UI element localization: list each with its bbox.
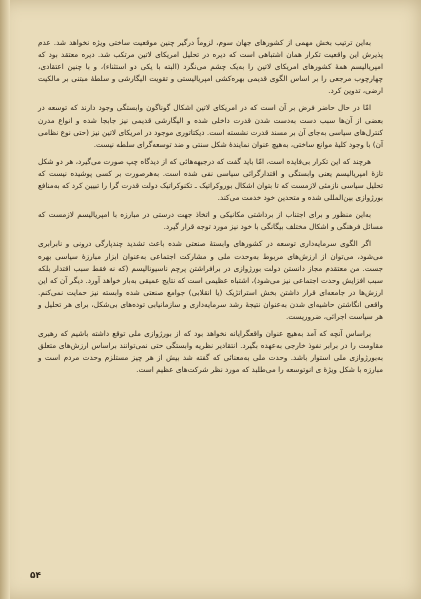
body-text: [38, 37, 383, 381]
page-binding-edge: [0, 0, 10, 599]
paragraph: امّا در حال حاضر فرض بر آن است که در امریکای لاتین اشکال گوناگون وابستگی وجود دارند که توسعه در بعضی از آن‌ها سبب دست به‌دست شدن قدرت داخلی شده و الیگارشی قدیمی نیز جابجا شده و انواع مدرن کنترل‌های سیاسی به‌جای آن بر مسند قدرت نشسته است. دیکتاتوری موجود در امریکای لاتین نیز (حتی نوع نظامی آن) با وجود کلیهٔ موانع ساختی، به‌هیچ عنوان نمایندهٔ شکل سنتی و ضد توسعه‌گرای سلطه نیست.: [38, 103, 383, 149]
paragraph: به‌این منظور و برای اجتناب از برداشتی مکانیکی و اتخاذ جهت درستی در مبارزه با امپریالیسم لازمست که مسائل فرهنگی و اشکال مختلف بیگانگی با خود نیز مورد توجه قرار گیرد.: [38, 210, 383, 232]
paragraph: براساس آنچه که آمد به‌هیچ عنوان واقعگرایانه نخواهد بود که از بورژوازی ملی توقع داشته باشیم که رهبری مقاومت را در برابر نفوذ خارجی به‌عهده بگیرد. انتقادیر نظریه وابستگی حتی نمی‌توانند براساس ارزش‌های متعلق به‌بورژوازی ملی استوار باشد. وحدت ملی به‌معنائی که گفته شد بیش از هر چیز مستلزم وحدت مردم است و مبارزه با شکل ویژهٔ ی انوتوسعه را می‌طلبد که مورد نظر شرکت‌های عظیم است.: [38, 329, 383, 375]
paragraph: هرچند که این تکرار بی‌فایده است، امّا باید گفت که درجبهه‌هائی که از دیدگاه چپ صورت می‌گیرد، هر دو شکل تازهٔ امپریالیسم یعنی وابستگی و اقتدارگرائی سیاسی نفی شده است. به‌هرصورت بر کسی پوشیده نیست که تحلیل سیاسی نازمئی لازمست که تا بتوان اشکال بوروکراتیک ـ تکنوکراتیک دولت قدرت گرا را تبیین کرد که به‌منافع بورژوازی بین‌المللی شده و متحدین خود خدمت می‌کند.: [38, 156, 383, 203]
paragraph: به‌این ترتیب بخش مهمی از کشورهای جهان سوم، لزوماً درگیر چنین موقعیت ساختی ویژه نخواهد شد. عدم پذیرش این واقعیت تکرار همان اشتباهی است که دیره در تحلیل امریکای لاتین مرتکب شد. دیره معتقد بود که امپریالیسم همهٔ کشورهای امریکای لاتین را به‌یک چشم می‌نگرد (البته با یکی دو استثناء)، و با چنین اعتقادی، چهارچوب مرجعی را بر اساس الگوی قدیمی بهره‌کشی امپریالیستی و تقویت الیگارشی و سلطهٔ مبتنی بر مالکیت ارضی، تدوین کرد.: [38, 38, 383, 96]
page-number: ۵۴: [30, 571, 41, 581]
paragraph: اگر الگوی سرمایه‌داری توسعه در کشورهای وابستهٔ صنعتی شده باعث تشدید چندپارگی درونی و نابرابری می‌شود، می‌توان از ارزش‌های مربوط به‌وحدت ملی و مشارکت اجتماعی به‌عنوان ابزار مبارزهٔ سیاسی بهره جست. من معتقدم مجاز دانستن دولت بورژوازی در برافراشتن پرچم ناسیونالیسم (که نه فقط سبب اقتدار بلکه سبب افزایش وحدت اجتماعی نیز می‌شود)، اشتباه عظیمی است که نتایج عمیقی به‌بار خواهد آورد. دیگر آن که این ارزش‌ها در جامعه‌ای قرار داشتن بخش استراتژیک (یا انقلابی) جوامع صنعتی شده وابسته نیز حمایت نمی‌کنم. واقعی انگاشتن حاشیه‌ای شدن به‌عنوان نتیجهٔ رشد سرمایه‌داری و سازمانیابی توده‌های بی‌شکل، برای هر تحلیل و هر سیاست اجرائی، ضروریست.: [38, 239, 383, 321]
